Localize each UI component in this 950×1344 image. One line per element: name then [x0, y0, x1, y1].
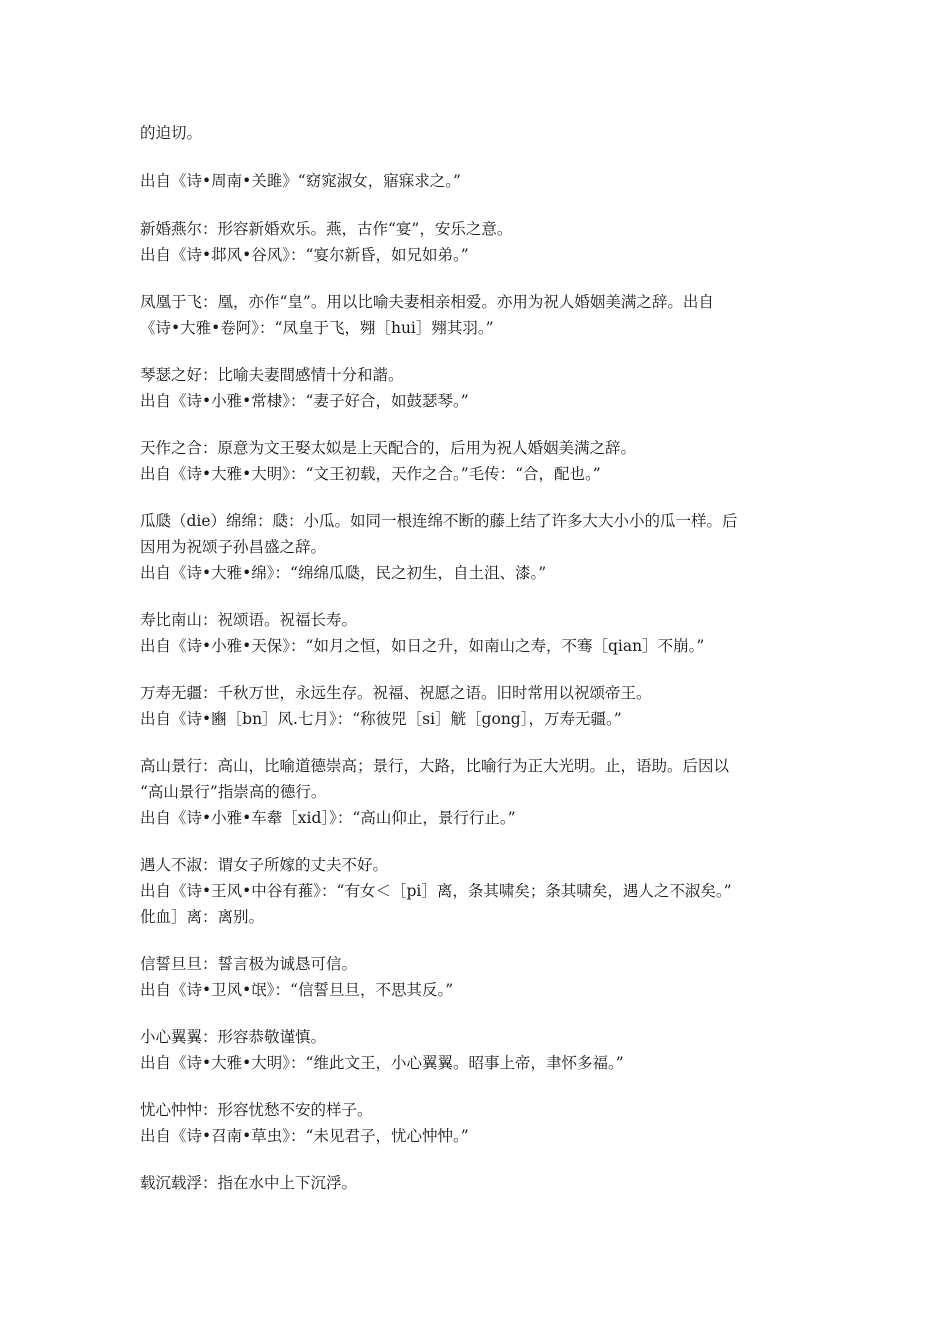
idiom-entry	[140, 607, 820, 659]
idiom-definition-line: 小心翼翼：形容恭敬谨慎。	[140, 1028, 327, 1046]
idiom-definition-line: 高山景行：高山，比喻道德崇高；景行，大路，比喻行为正大光明。止，语助。后因以	[140, 757, 730, 775]
idiom-definition-line: 瓜瓞（die）绵绵：瓞：小瓜。如同一根连绵不断的藤上结了许多大大小小的瓜一样。后	[140, 512, 738, 530]
idiom-definition-line: 遇人不淑：谓女子所嫁的丈夫不好。	[140, 856, 389, 874]
idiom-entry	[140, 508, 820, 586]
idiom-definition-line: 天作之合：原意为文王娶太姒是上天配合的，后用为祝人婚姻美满之辞。	[140, 439, 637, 457]
idiom-entries	[140, 216, 820, 1196]
idiom-entry	[140, 680, 820, 732]
idiom-definition-line: 信誓旦旦：誓言极为诚恳可信。	[140, 955, 358, 973]
idiom-entry	[140, 362, 820, 414]
idiom-entry	[140, 216, 820, 268]
idiom-definition-line: 万寿无疆：千秋万世，永远生存。祝福、祝愿之语。旧时常用以祝颂帝王。	[140, 684, 652, 702]
idiom-text-line: 出自《诗•大雅•大明》：“文王初载，天作之合。”毛传：“合，配也。”	[140, 465, 601, 483]
idiom-definition-line: 新婚燕尔：形容新婚欢乐。燕，古作“宴”，安乐之意。	[140, 220, 513, 238]
idiom-text-line: 出自《诗•邶风•谷风》：“宴尔新昏，如兄如弟。”	[140, 246, 469, 264]
idiom-text-line: 出自《诗•大雅•大明》：“维此文王，小心翼翼。昭事上帝，聿怀多福。”	[140, 1054, 624, 1072]
idiom-definition-line: 忧心忡忡：形容忧愁不安的样子。	[140, 1101, 373, 1119]
document-body	[140, 120, 820, 1196]
idiom-text-line: “高山景行”指崇高的德行。	[140, 783, 327, 801]
idiom-entry	[140, 753, 820, 831]
idiom-text-line: 出自《诗•豳［bn］风.七月》：“称彼兕［si］觥［gong］，万寿无疆。”	[140, 710, 622, 728]
idiom-entry	[140, 289, 820, 341]
idiom-text-line: 仳血］离：离别。	[140, 908, 265, 926]
intro-line: 的迫切。	[140, 124, 203, 142]
intro-line: 出自《诗•周南•关雎》“窈窕淑女，寤寐求之。”	[140, 172, 461, 190]
idiom-definition-line: 凤凰于飞：凰，亦作“皇”。用以比喻夫妻相亲相爱。亦用为祝人婚姻美满之辞。出自	[140, 293, 714, 311]
idiom-definition-line: 琴瑟之好：比喻夫妻間感情十分和諧。	[140, 366, 404, 384]
idiom-text-line: 出自《诗•卫风•氓》：“信誓旦旦，不思其反。”	[140, 981, 454, 999]
idiom-definition-line: 载沉载浮：指在水中上下沉浮。	[140, 1174, 358, 1192]
idiom-text-line: 出自《诗•小雅•天保》：“如月之恒，如日之升，如南山之寿，不骞［qian］不崩。”	[140, 637, 705, 655]
idiom-definition-line: 寿比南山：祝颂语。祝福长寿。	[140, 611, 358, 629]
idiom-text-line: 出自《诗•召南•草虫》：“未见君子，忧心忡忡。”	[140, 1127, 469, 1145]
idiom-entry	[140, 1097, 820, 1149]
intro-block	[140, 120, 820, 194]
idiom-entry	[140, 951, 820, 1003]
idiom-text-line: 出自《诗•王风•中谷有蓷》：“有女＜［pi］离，条其啸矣；条其啸矣，遇人之不淑矣。”	[140, 882, 732, 900]
idiom-text-line: 《诗•大雅•卷阿》：“凤皇于飞，翙［hui］翙其羽。”	[140, 319, 494, 337]
idiom-entry	[140, 1024, 820, 1076]
idiom-text-line: 出自《诗•小雅•常棣》：“妻子好合，如鼓瑟琴。”	[140, 392, 469, 410]
idiom-text-line: 出自《诗•小雅•车舝［xid］》：“高山仰止，景行行止。”	[140, 809, 516, 827]
idiom-entry	[140, 852, 820, 930]
idiom-entry	[140, 435, 820, 487]
idiom-text-line: 出自《诗•大雅•绵》：“绵绵瓜瓞，民之初生，自土沮、漆。”	[140, 564, 547, 582]
idiom-entry	[140, 1170, 820, 1196]
idiom-text-line: 因用为祝颂子孙昌盛之辞。	[140, 538, 327, 556]
